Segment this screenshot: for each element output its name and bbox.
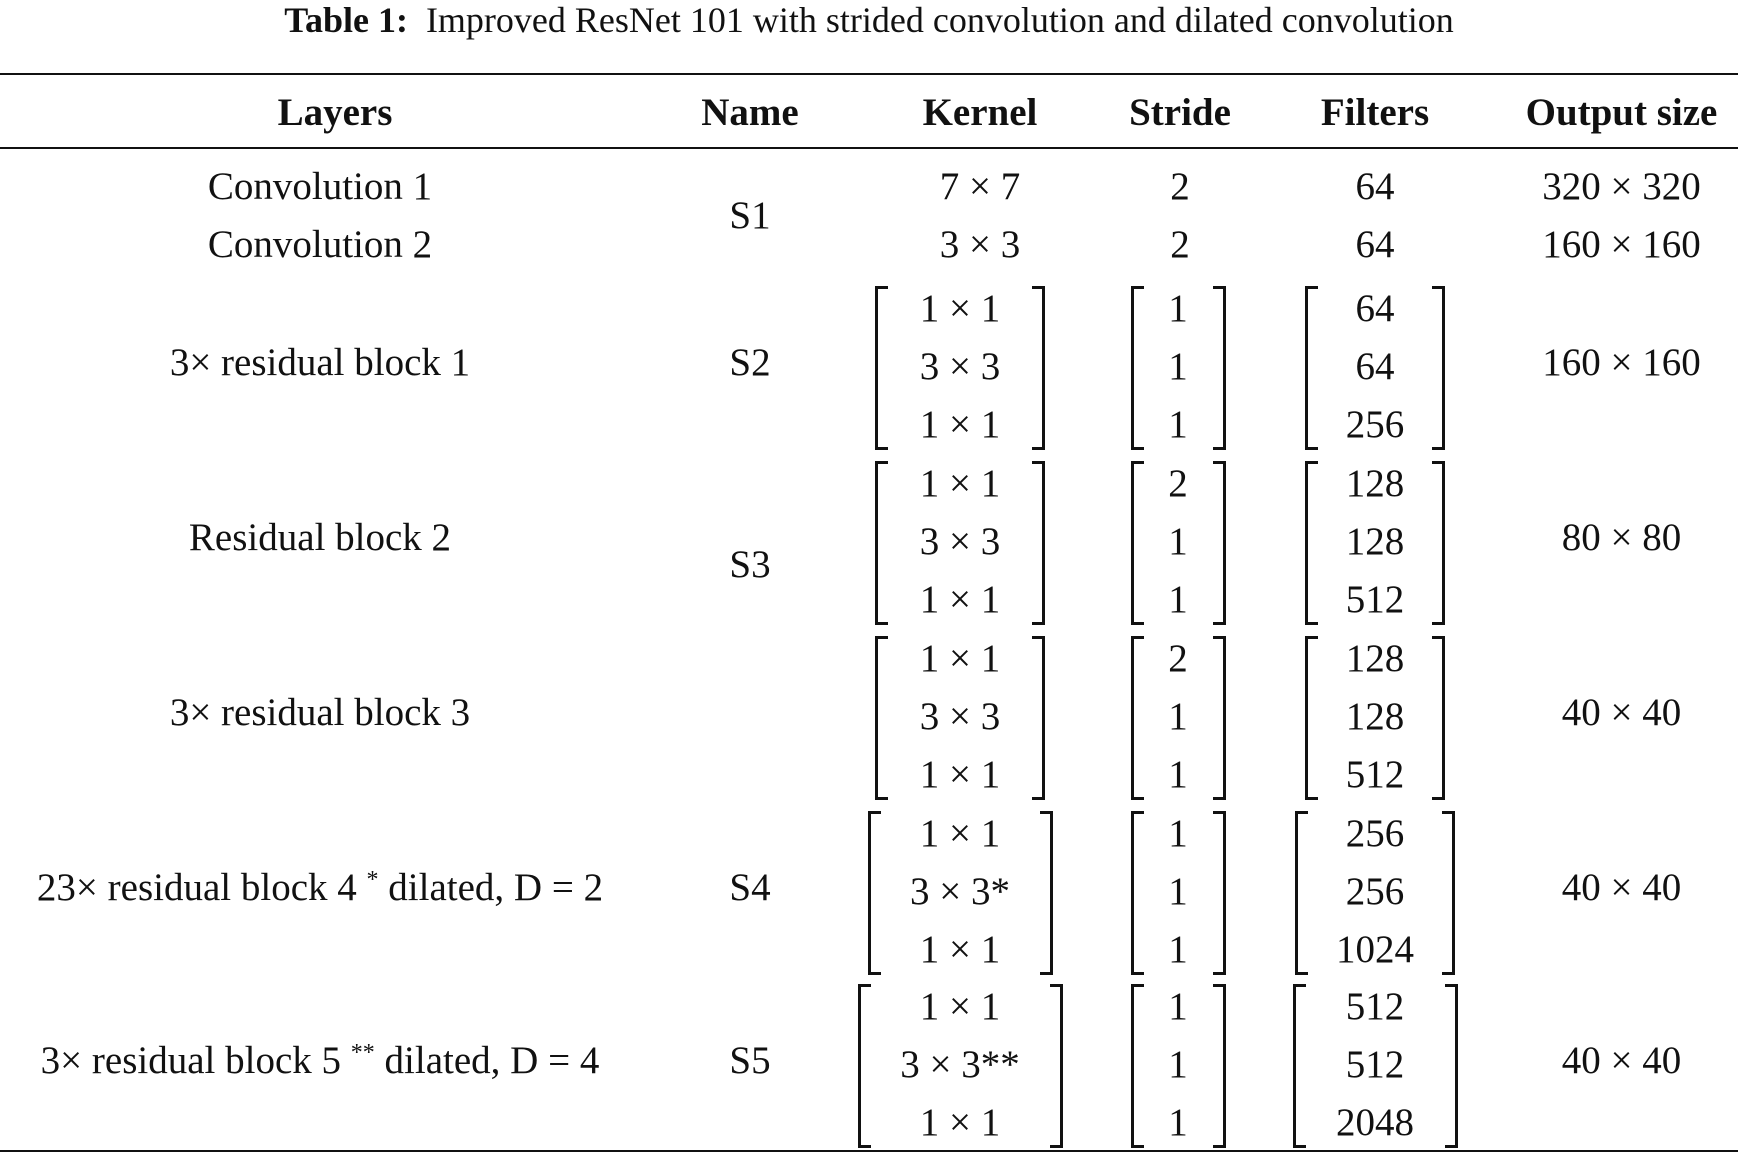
matrix-value: 1 × 1 — [919, 462, 1001, 505]
header-name: Name — [701, 91, 799, 134]
layer-cell: Convolution 1 — [207, 165, 433, 208]
layer-cell — [0, 513, 640, 563]
layer-text: Residual block 2 — [188, 516, 452, 559]
layer-cell — [0, 863, 640, 913]
filters-matrix — [1305, 636, 1445, 800]
bottom-rule — [0, 1150, 1738, 1152]
layer-cell — [0, 338, 640, 388]
header-stride: Stride — [1129, 91, 1231, 134]
matrix-value: 1 × 1 — [919, 578, 1001, 621]
matrix-value: 128 — [1345, 462, 1405, 505]
matrix-value: 512 — [1345, 578, 1405, 621]
matrix-value: 3 × 3 — [919, 520, 1001, 563]
matrix-value: 3 × 3 — [919, 695, 1001, 738]
layer-text: 3× residual block 3 — [169, 691, 471, 734]
matrix-value: 3 × 3** — [900, 1043, 1020, 1086]
caption-text: Improved ResNet 101 with strided convolution and dilated convolution — [425, 0, 1454, 40]
matrix-value: 256 — [1345, 403, 1405, 446]
stride-matrix — [1131, 461, 1226, 625]
header-layers: Layers — [277, 91, 393, 134]
name-cell-s3: S3 — [729, 543, 771, 586]
name-cell-s1: S1 — [729, 194, 771, 237]
layer-cell: Convolution 2 — [207, 223, 433, 266]
matrix-value: 128 — [1345, 637, 1405, 680]
matrix-value: 1 — [1168, 753, 1188, 796]
matrix-value: 1 × 1 — [919, 812, 1001, 855]
header-rule — [0, 147, 1738, 149]
matrix-value: 1 × 1 — [919, 928, 1001, 971]
filters-matrix — [1305, 461, 1445, 625]
matrix-value: 512 — [1345, 1043, 1405, 1086]
kernel-matrix — [858, 984, 1063, 1148]
stride-cell: 2 — [1170, 165, 1190, 208]
filters-matrix — [1293, 984, 1458, 1148]
filters-cell: 64 — [1355, 165, 1395, 208]
matrix-value: 1 — [1168, 287, 1188, 330]
matrix-value: 2048 — [1336, 1101, 1414, 1144]
header-filters: Filters — [1320, 91, 1430, 134]
matrix-value: 512 — [1345, 753, 1405, 796]
matrix-value: 1 — [1168, 1101, 1188, 1144]
layer-cell — [0, 688, 640, 738]
stride-matrix — [1131, 811, 1226, 975]
stride-cell: 2 — [1170, 223, 1190, 266]
output-cell: 80 × 80 — [1561, 516, 1682, 559]
output-cell: 40 × 40 — [1561, 866, 1682, 909]
filters-matrix — [1295, 811, 1455, 975]
top-rule — [0, 73, 1738, 75]
layer-superscript: * — [366, 867, 379, 893]
matrix-value: 128 — [1345, 695, 1405, 738]
matrix-value: 1 × 1 — [919, 1101, 1001, 1144]
matrix-value: 1 — [1168, 520, 1188, 563]
stride-matrix — [1131, 984, 1226, 1148]
caption-label: Table 1: — [284, 0, 408, 40]
filters-matrix — [1305, 286, 1445, 450]
table-caption — [0, 0, 1738, 40]
matrix-value: 64 — [1355, 287, 1395, 330]
stride-matrix — [1131, 636, 1226, 800]
kernel-matrix — [875, 636, 1045, 800]
matrix-value: 512 — [1345, 985, 1405, 1028]
matrix-value: 1 × 1 — [919, 637, 1001, 680]
matrix-value: 1 × 1 — [919, 985, 1001, 1028]
header-output-size: Output size — [1525, 91, 1718, 134]
filters-cell: 64 — [1355, 223, 1395, 266]
matrix-value: 2 — [1168, 637, 1188, 680]
output-cell: 320 × 320 — [1542, 165, 1701, 208]
layer-text: 3× residual block 1 — [169, 341, 471, 384]
output-cell: 40 × 40 — [1561, 691, 1682, 734]
name-cell: S5 — [729, 1039, 771, 1082]
matrix-value: 3 × 3 — [919, 345, 1001, 388]
layer-cell — [0, 1036, 640, 1086]
matrix-value: 1 — [1168, 403, 1188, 446]
output-cell: 160 × 160 — [1542, 223, 1701, 266]
layer-text: 23× residual block 4 — [36, 866, 357, 909]
matrix-value: 64 — [1355, 345, 1395, 388]
matrix-value: 1 — [1168, 870, 1188, 913]
matrix-value: 1 — [1168, 345, 1188, 388]
kernel-matrix — [875, 461, 1045, 625]
name-cell: S2 — [729, 341, 771, 384]
kernel-matrix — [868, 811, 1053, 975]
matrix-value: 1 — [1168, 1043, 1188, 1086]
matrix-value: 1024 — [1336, 928, 1414, 971]
header-kernel: Kernel — [922, 91, 1038, 134]
matrix-value: 256 — [1345, 870, 1405, 913]
layer-suffix: dilated, D = 2 — [388, 866, 604, 909]
layer-suffix: dilated, D = 4 — [384, 1039, 600, 1082]
name-cell: S4 — [729, 866, 771, 909]
matrix-value: 1 — [1168, 985, 1188, 1028]
matrix-value: 1 — [1168, 578, 1188, 621]
matrix-value: 1 × 1 — [919, 753, 1001, 796]
stride-matrix — [1131, 286, 1226, 450]
matrix-value: 256 — [1345, 812, 1405, 855]
matrix-value: 1 — [1168, 928, 1188, 971]
matrix-value: 2 — [1168, 462, 1188, 505]
kernel-matrix — [875, 286, 1045, 450]
matrix-value: 1 — [1168, 812, 1188, 855]
output-cell: 40 × 40 — [1561, 1039, 1682, 1082]
matrix-value: 3 × 3* — [910, 870, 1010, 913]
layer-superscript: ** — [350, 1040, 375, 1066]
matrix-value: 1 × 1 — [919, 403, 1001, 446]
matrix-value: 1 — [1168, 695, 1188, 738]
matrix-value: 128 — [1345, 520, 1405, 563]
layer-text: 3× residual block 5 — [40, 1039, 342, 1082]
matrix-value: 1 × 1 — [919, 287, 1001, 330]
output-cell: 160 × 160 — [1542, 341, 1701, 384]
kernel-cell: 3 × 3 — [939, 223, 1021, 266]
kernel-cell: 7 × 7 — [939, 165, 1021, 208]
